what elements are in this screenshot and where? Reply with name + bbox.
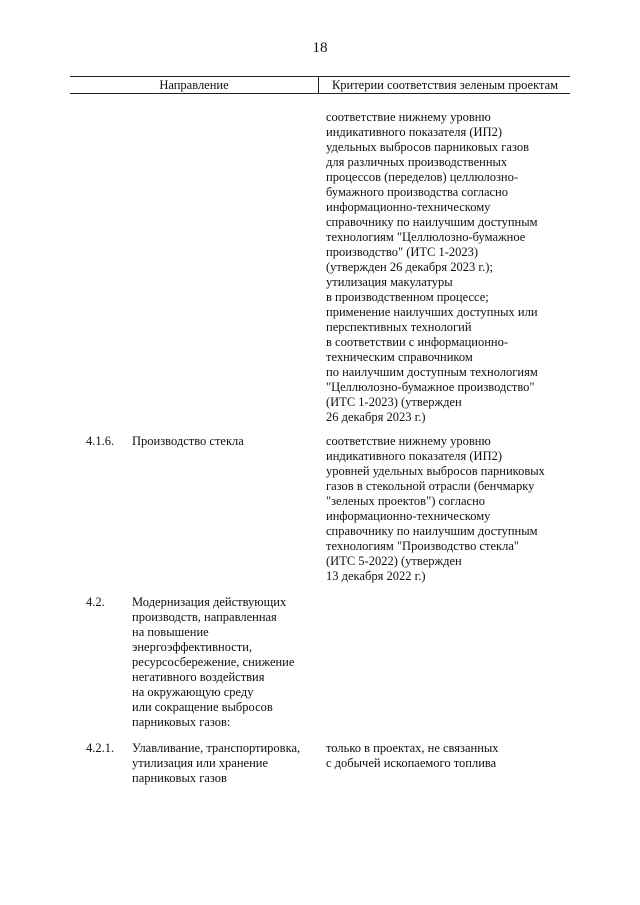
row-direction: Улавливание, транспортировка, утилизация или хранение парниковых газов	[132, 741, 301, 785]
row-number: 4.2.	[86, 595, 105, 609]
page-number: 18	[312, 40, 328, 56]
row-number: 4.2.1.	[86, 741, 115, 755]
header-direction: Направление	[159, 78, 229, 92]
header-criteria: Критерии соответствия зеленым проектам	[331, 78, 559, 92]
row-direction: Производство стекла	[132, 434, 244, 448]
row-number: 4.1.6.	[86, 434, 115, 448]
row-criteria: соответствие нижнему уровню индикативного показателя (ИП2) уровней удельных выбросов парниковых газов в стекольной отрасли (бенчмарку "зеленых проектов") согласно информационно-техническому справочнику по наилучшим доступным технологиям "Производство стекла" (ИТС 5-2022) (утвержден 13 декабря 2022 г.)	[326, 434, 545, 583]
row-criteria: только в проектах, не связанных с добычей ископаемого топлива	[326, 741, 499, 770]
table-header	[70, 76, 570, 94]
row-criteria: соответствие нижнему уровню индикативного показателя (ИП2) удельных выбросов парниковых газов для различных производственных процессов (переделов) целлюлозно- бумажного производства согласно информационно-техническому справочнику по наилучшим доступным технологиям "Целлюлозно-бумажное производство" (ИТС 1-2023) (утвержден 26 декабря 2023 г.); утилизация макулатуры в производственном процессе; применение наилучших доступных или перспективных технологий в соответствии с информационно- техническим справочником по наилучшим доступным технологиям "Целлюлозно-бумажное производство" (ИТС 1-2023) (утвержден 26 декабря 2023 г.)	[326, 110, 538, 424]
row-direction: Модернизация действующих производств, направленная на повышение энергоэффективности, ресурсосбережение, снижение негативного воздействия на окружающую среду или сокращение выбросов парниковых газов:	[132, 595, 295, 729]
header-divider	[318, 77, 319, 93]
